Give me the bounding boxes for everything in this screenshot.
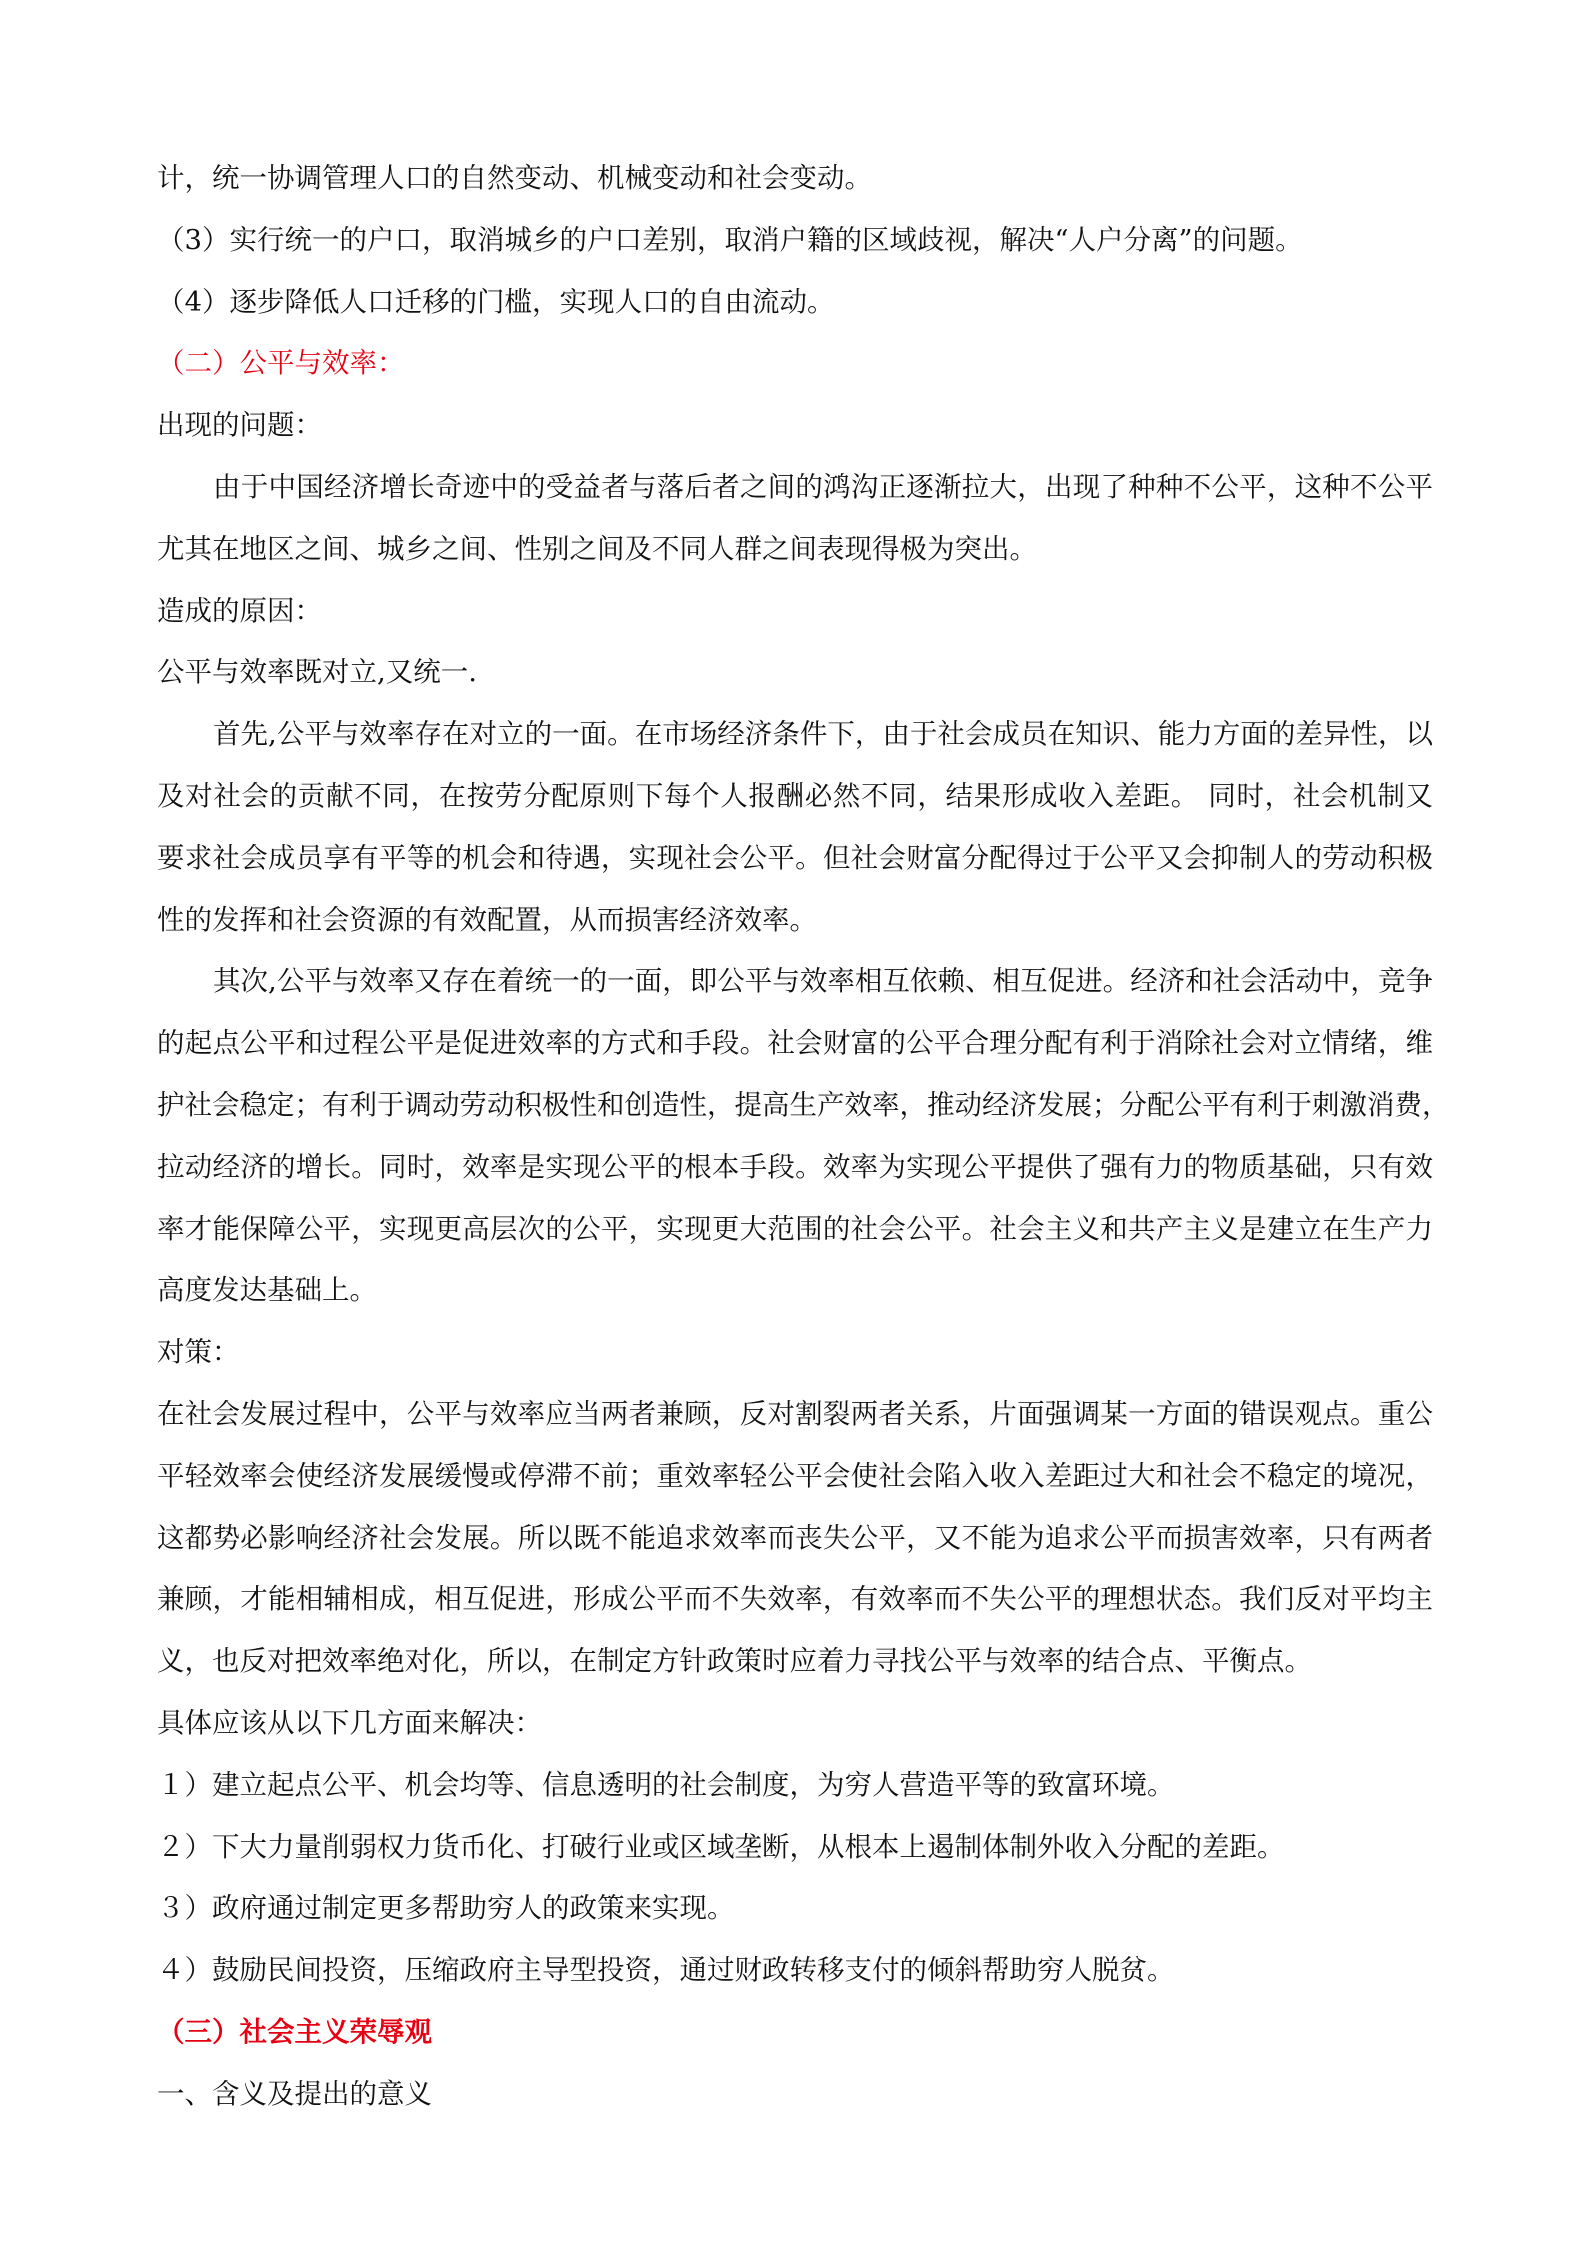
text-line: 拉动经济的增长。同时，效率是实现公平的根本手段。效率为实现公平提供了强有力的物质基础，只有效: [157, 1150, 1433, 1183]
text-line: 在社会发展过程中，公平与效率应当两者兼顾，反对割裂两者关系，片面强调某一方面的错误观点。重公: [157, 1397, 1433, 1430]
text-line: 兼顾，才能相辅相成，相互促进，形成公平而不失效率，有效率而不失公平的理想状态。我们反对平均主: [157, 1583, 1433, 1616]
text-line: ３）政府通过制定更多帮助穷人的政策来实现。: [157, 1892, 735, 1925]
section-heading: （三）社会主义荣辱观: [157, 2015, 432, 2048]
text-line: 义，也反对把效率绝对化，所以，在制定方针政策时应着力寻找公平与效率的结合点、平衡点。: [157, 1645, 1312, 1678]
text-line: 及对社会的贡献不同，在按劳分配原则下每个人报酬必然不同，结果形成收入差距。 同时，社会机制又: [157, 779, 1433, 812]
text-line: 对策：: [157, 1336, 240, 1369]
text-line: 造成的原因：: [157, 594, 322, 627]
text-line: 首先,公平与效率存在对立的一面。在市场经济条件下，由于社会成员在知识、能力方面的差异性，以: [213, 718, 1433, 751]
text-line: １）建立起点公平、机会均等、信息透明的社会制度，为穷人营造平等的致富环境。: [157, 1768, 1175, 1801]
text-line: 公平与效率既对立,又统一.: [157, 656, 477, 689]
text-line: （3）实行统一的户口，取消城乡的户口差别，取消户籍的区域歧视，解决“人户分离”的问题。: [157, 223, 1303, 256]
section-heading: （二）公平与效率：: [157, 347, 405, 380]
text-line: 率才能保障公平，实现更高层次的公平，实现更大范围的社会公平。社会主义和共产主义是建立在生产力: [157, 1212, 1433, 1245]
text-line: 尤其在地区之间、城乡之间、性别之间及不同人群之间表现得极为突出。: [157, 532, 1037, 565]
text-line: 一、含义及提出的意义: [157, 2077, 432, 2110]
text-line: 其次,公平与效率又存在着统一的一面，即公平与效率相互依赖、相互促进。经济和社会活动中，竞争: [213, 965, 1433, 998]
text-line: 平轻效率会使经济发展缓慢或停滞不前；重效率轻公平会使社会陷入收入差距过大和社会不稳定的境况，: [157, 1459, 1433, 1492]
text-line: 具体应该从以下几方面来解决：: [157, 1706, 542, 1739]
text-line: 护社会稳定；有利于调动劳动积极性和创造性，提高生产效率，推动经济发展；分配公平有利于刺激消费，: [157, 1088, 1450, 1121]
text-line: 要求社会成员享有平等的机会和待遇，实现社会公平。但社会财富分配得过于公平又会抑制人的劳动积极: [157, 841, 1433, 874]
text-line: 高度发达基础上。: [157, 1274, 377, 1307]
text-line: ２）下大力量削弱权力货币化、打破行业或区域垄断，从根本上遏制体制外收入分配的差距。: [157, 1830, 1285, 1863]
text-line: （4）逐步降低人口迁移的门槛，实现人口的自由流动。: [157, 285, 835, 318]
text-line: ４）鼓励民间投资，压缩政府主导型投资，通过财政转移支付的倾斜帮助穷人脱贫。: [157, 1954, 1175, 1987]
text-line: 这都势必影响经济社会发展。所以既不能追求效率而丧失公平，又不能为追求公平而损害效率，只有两者: [157, 1521, 1433, 1554]
text-line: 计，统一协调管理人口的自然变动、机械变动和社会变动。: [157, 162, 872, 194]
text-line: 性的发挥和社会资源的有效配置，从而损害经济效率。: [157, 903, 817, 936]
text-line: 的起点公平和过程公平是促进效率的方式和手段。社会财富的公平合理分配有利于消除社会对立情绪，维: [157, 1027, 1433, 1060]
text-line: 由于中国经济增长奇迹中的受益者与落后者之间的鸿沟正逐渐拉大，出现了种种不公平，这种不公平: [213, 470, 1433, 503]
document-page: [157, 148, 1450, 2126]
text-line: 出现的问题：: [157, 409, 322, 442]
